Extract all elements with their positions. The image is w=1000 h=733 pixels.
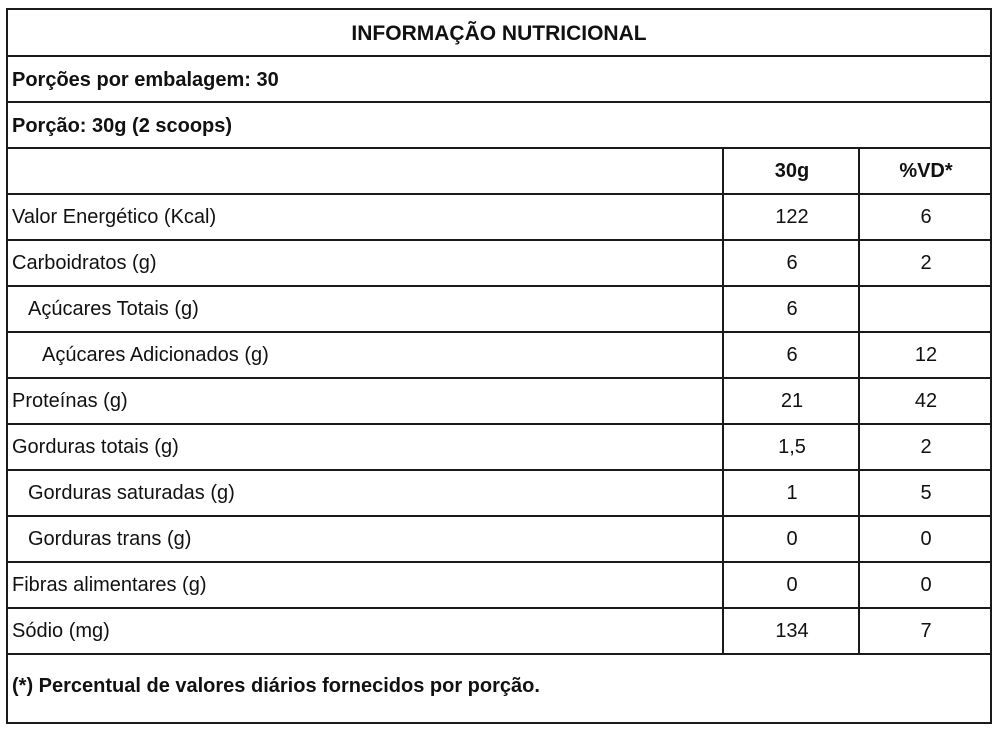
table-row xyxy=(8,379,990,425)
nutrient-amount: 134 xyxy=(722,609,860,653)
nutrient-daily-value: 0 xyxy=(858,563,992,607)
nutrient-daily-value: 42 xyxy=(858,379,992,423)
nutrition-facts-table xyxy=(6,8,992,724)
table-row xyxy=(8,287,990,333)
nutrient-name: Valor Energético (Kcal) xyxy=(12,206,217,228)
nutrient-amount: 1 xyxy=(722,471,860,515)
table-row xyxy=(8,471,990,517)
nutrient-name: Carboidratos (g) xyxy=(12,252,157,274)
nutrient-daily-value: 5 xyxy=(858,471,992,515)
nutrient-daily-value xyxy=(858,287,992,331)
column-header-amount: 30g xyxy=(722,149,860,193)
column-header-row xyxy=(8,149,990,195)
nutrient-daily-value: 2 xyxy=(858,241,992,285)
table-title: INFORMAÇÃO NUTRICIONAL xyxy=(8,10,990,57)
servings-per-package: Porções por embalagem: 30 xyxy=(8,57,990,103)
nutrient-name: Gorduras trans (g) xyxy=(28,528,192,550)
table-row xyxy=(8,195,990,241)
nutrient-name: Gorduras totais (g) xyxy=(12,436,179,458)
nutrient-daily-value: 0 xyxy=(858,517,992,561)
nutrient-amount: 122 xyxy=(722,195,860,239)
nutrient-grid xyxy=(8,149,990,655)
nutrient-amount: 6 xyxy=(722,241,860,285)
footnote-text: (*) Percentual de valores diários fornecidos por porção. xyxy=(12,675,540,697)
nutrient-name: Gorduras saturadas (g) xyxy=(28,482,235,504)
nutrient-name: Proteínas (g) xyxy=(12,390,128,412)
nutrient-name: Fibras alimentares (g) xyxy=(12,574,207,596)
nutrient-amount: 21 xyxy=(722,379,860,423)
table-row xyxy=(8,563,990,609)
table-row xyxy=(8,241,990,287)
nutrient-name: Açúcares Adicionados (g) xyxy=(42,344,269,366)
nutrient-amount: 0 xyxy=(722,563,860,607)
serving-size: Porção: 30g (2 scoops) xyxy=(8,103,990,149)
nutrient-amount: 1,5 xyxy=(722,425,860,469)
nutrient-name: Sódio (mg) xyxy=(12,620,110,642)
nutrient-amount: 6 xyxy=(722,333,860,377)
nutrient-daily-value: 2 xyxy=(858,425,992,469)
nutrient-amount: 6 xyxy=(722,287,860,331)
nutrient-daily-value: 6 xyxy=(858,195,992,239)
nutrient-amount: 0 xyxy=(722,517,860,561)
footnote-row xyxy=(8,647,990,725)
column-header-name xyxy=(12,149,712,193)
nutrient-name: Açúcares Totais (g) xyxy=(28,298,199,320)
table-row xyxy=(8,517,990,563)
column-header-daily-value: %VD* xyxy=(858,149,992,193)
table-row xyxy=(8,425,990,471)
nutrient-daily-value: 7 xyxy=(858,609,992,653)
table-row xyxy=(8,333,990,379)
nutrient-daily-value: 12 xyxy=(858,333,992,377)
